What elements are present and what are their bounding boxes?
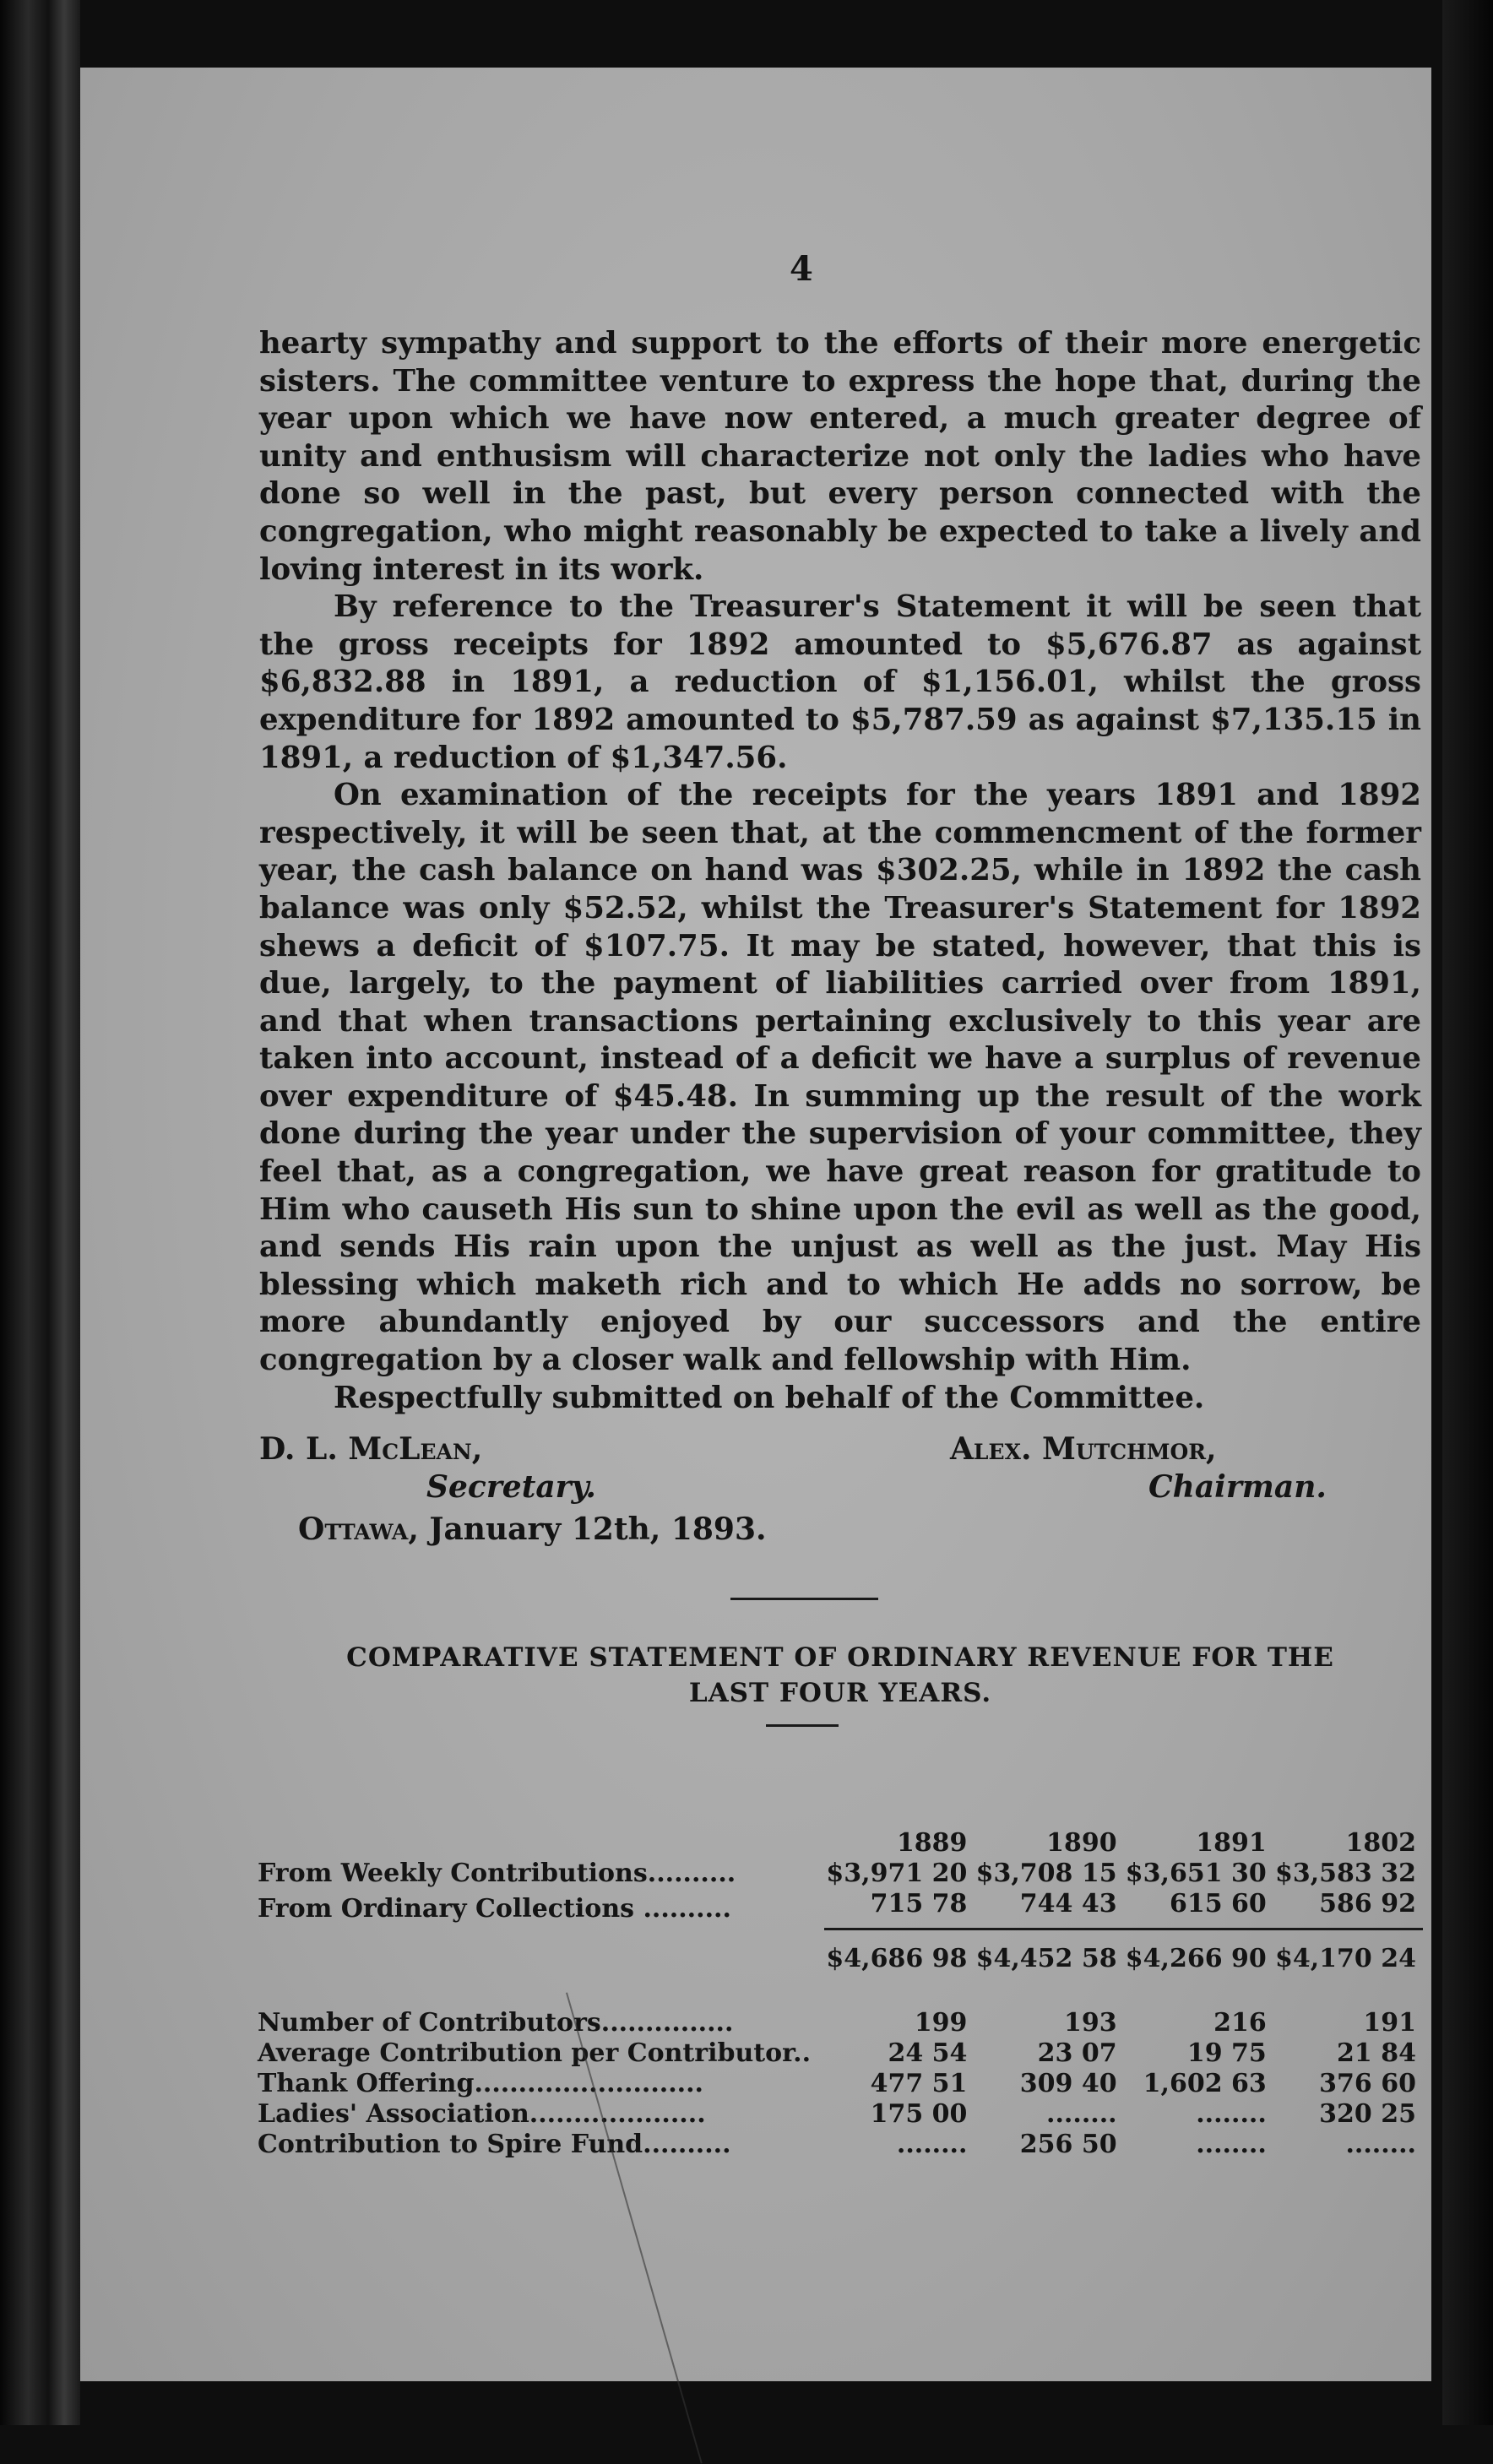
table-heading-line-1: COMPARATIVE STATEMENT OF ORDINARY REVENUE FOR THE [346,1642,1334,1673]
paragraph-4: Respectfully submitted on behalf of the Committee. [334,1380,1205,1415]
paragraph-3: On examination of the receipts for the years 1891 and 1892 respectively, it will be seen that, at the commencment of the former year, the cash balance on hand was $302.25, while in 1892 the cash balance was only $52.52, whilst the Treasurer's Statement for 1892 shews a deficit of $107.75. It may be stated, however, that this is due, largely, to the payment of liabilities carried over from 1891, and that when transactions pertaining exclusively to this year are taken into account, instead of a deficit we have a surplus of revenue over expenditure of $45.48. In summing up the result of the work done during the year under the supervision of your committee, they feel that, as a congregation, we have great reason for gratitude to Him who causeth His sun to shine upon the evil as well as the good, and sends His rain upon the unjust as well as the just. May His blessing which maketh rich and to which He adds no sorrow, be more abundantly enjoyed by our successors and the entire congregation by a closer walk and fellowship with Him. [259,778,1421,1378]
table-cell: 191 [1363,2008,1416,2038]
table-cell: 23 07 [1037,2038,1117,2068]
page-edge-shadow [1442,0,1493,2425]
total-cell: $4,452 58 [975,1944,1117,1973]
date-text: January 12th, 1893. [418,1512,767,1547]
place-city: Ottawa, [298,1512,419,1547]
table-row [258,2008,1423,2038]
table-cell: 216 [1213,2008,1267,2038]
total-cell: $4,266 90 [1125,1944,1267,1973]
table-row [258,2130,1423,2160]
totals-row [258,1929,1423,1990]
table-row [258,1889,1423,1929]
chairman-name: Alex. Mutchmor, [950,1431,1217,1467]
revenue-table [258,1828,1423,2160]
table-cell: ........ [1196,2130,1267,2159]
row-label: Average Contribution per Contributor.. [258,2038,812,2068]
table-cell: 586 92 [1273,1889,1423,1929]
table-cell: 744 43 [974,1889,1123,1929]
paragraph-1: hearty sympathy and support to the efforts of their more energetic sisters. The committee venture to express the hope that, during the year upon which we have now entered, a much greater degree of unity and enthusism will characterize not only the ladies who have done so well in the past, but every person connected with the congregation, who might reasonably be expected to take a lively and loving interest in its work. [259,326,1421,587]
secretary-title: Secretary. [426,1469,596,1505]
table-row [258,1859,1423,1889]
table-cell: 309 40 [1019,2069,1117,2098]
table-heading-line-2: LAST FOUR YEARS. [688,1678,992,1708]
book-binding-edge [0,0,80,2425]
table-cell: 1,602 63 [1143,2069,1267,2098]
table-cell: 715 78 [824,1889,974,1929]
place-and-date [298,1512,767,1547]
year-header: 1889 [896,1828,968,1858]
year-header: 1890 [1046,1828,1117,1858]
table-heading [259,1640,1421,1711]
row-label: Ladies' Association.................... [258,2099,706,2129]
report-body [259,325,1421,1417]
row-label: Thank Offering.......................... [258,2069,704,2098]
table-header-row [258,1828,1423,1859]
document-page [80,68,1431,2381]
table-cell: ........ [1046,2099,1117,2129]
table-cell: 320 25 [1319,2099,1416,2129]
table-cell: 199 [914,2008,968,2038]
section-divider [730,1598,878,1600]
table-row [258,2099,1423,2130]
heading-underline [766,1724,839,1727]
table-cell: 175 00 [870,2099,968,2129]
total-cell: $4,170 24 [1274,1944,1416,1973]
table-cell: 477 51 [870,2069,968,2098]
table-cell: ........ [896,2130,968,2159]
total-cell: $4,686 98 [826,1944,968,1973]
table-cell: $3,651 30 [1125,1859,1267,1888]
table-cell: ........ [1345,2130,1416,2159]
table-cell: 256 50 [1019,2130,1117,2159]
table-cell: 19 75 [1186,2038,1267,2068]
paragraph-2: By reference to the Treasurer's Statement it will be seen that the gross receipts for 1892 amounted to $5,676.87 as against $6,832.88 in 1891, a reduction of $1,156.01, whilst the gross expenditure for 1892 amounted to $5,787.59 as against $7,135.15 in 1891, a reduction of $1,347.56. [259,589,1421,775]
table-cell: $3,583 32 [1274,1859,1416,1888]
table-cell: 21 84 [1337,2038,1416,2068]
year-header: 1802 [1345,1828,1416,1858]
table-cell: ........ [1196,2099,1267,2129]
table-row [258,2038,1423,2069]
secretary-name: D. L. McLean, [259,1431,483,1467]
table-cell: $3,971 20 [826,1859,968,1888]
chairman-title: Chairman. [1148,1469,1327,1505]
page-number: 4 [790,249,813,289]
row-label: Contribution to Spire Fund.......... [258,2130,731,2159]
table-cell: 193 [1063,2008,1117,2038]
row-label: From Weekly Contributions.......... [258,1859,736,1888]
table-cell: $3,708 15 [975,1859,1117,1888]
table-cell: 376 60 [1319,2069,1416,2098]
year-header: 1891 [1196,1828,1267,1858]
row-label: From Ordinary Collections .......... [258,1893,731,1924]
table-row [258,2069,1423,2099]
table-cell: 615 60 [1124,1889,1273,1929]
table-cell: 24 54 [888,2038,968,2068]
row-label: Number of Contributors............... [258,2008,734,2038]
